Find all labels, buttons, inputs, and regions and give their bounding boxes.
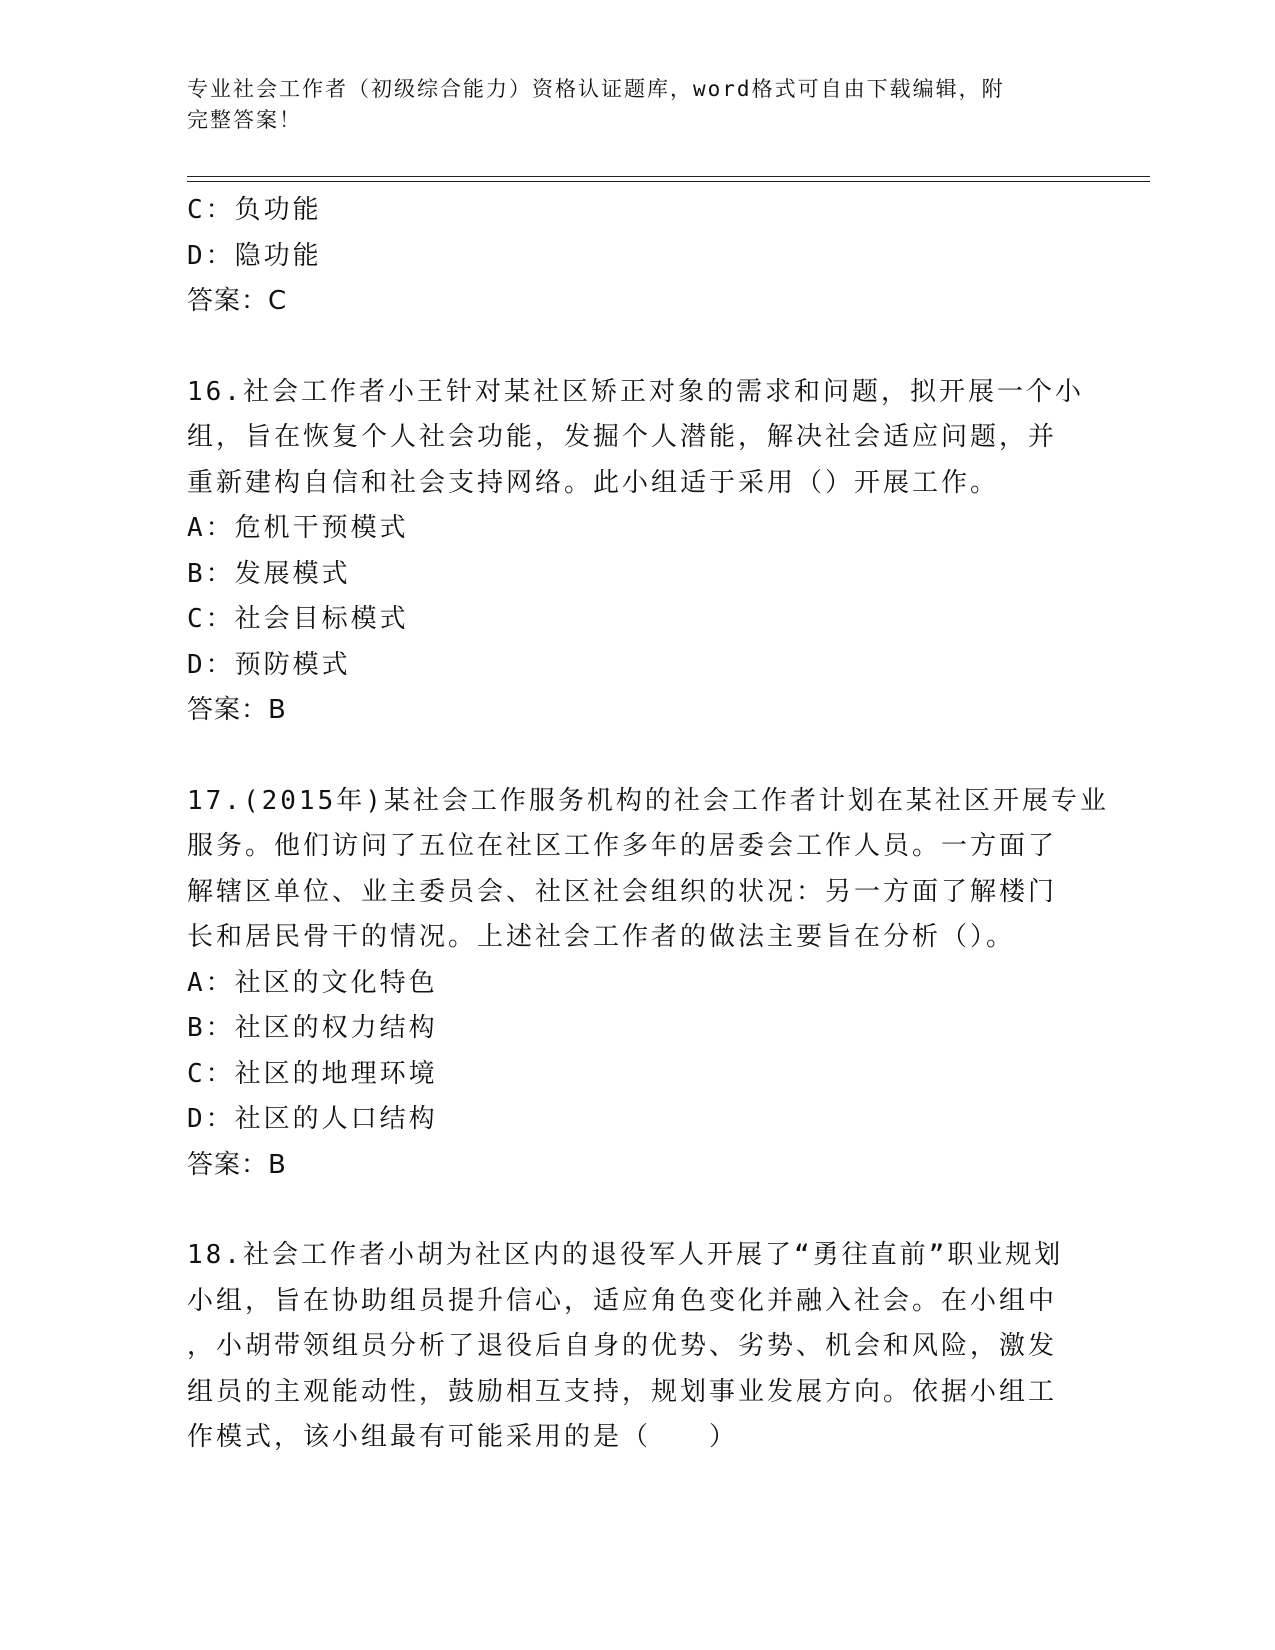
- option-a: A：社区的文化特色: [187, 967, 438, 998]
- answer-line: 答案：C: [187, 286, 288, 316]
- question-text-line: 组员的主观能动性，鼓励相互支持，规划事业发展方向。依据小组工: [187, 1376, 1058, 1407]
- question-text-line: 长和居民骨干的情况。上述社会工作者的做法主要旨在分析（）。: [187, 922, 1016, 952]
- question-text-line: 16.社会工作者小王针对某社区矫正对象的需求和问题，拟开展一个小: [187, 376, 1084, 407]
- question-text-line: 解辖区单位、业主委员会、社区社会组织的状况：另一方面了解楼门: [187, 876, 1058, 907]
- option-d: D：社区的人口结构: [187, 1104, 438, 1134]
- question-text-line: 17.(2015年)某社会工作服务机构的社会工作者计划在某社区开展专业: [187, 785, 1109, 816]
- question-text-line: ，小胡带领组员分析了退役后自身的优势、劣势、机会和风险，激发: [187, 1331, 1058, 1361]
- question-18: [187, 1233, 1087, 1461]
- header-rule-top: [187, 176, 1150, 177]
- header-line-1: 专业社会工作者（初级综合能力）资格认证题库，word格式可自由下载编辑，附: [187, 77, 1005, 101]
- option-d: D：隐功能: [187, 240, 322, 271]
- question-text-line: 作模式，该小组最有可能采用的是（ ）: [187, 1422, 739, 1452]
- header-rule-bottom: [187, 181, 1150, 182]
- option-b: B：社区的权力结构: [187, 1013, 438, 1043]
- option-c: C：负功能: [187, 195, 322, 225]
- option-c: C：社区的地理环境: [187, 1058, 438, 1089]
- question-16: [187, 370, 1087, 734]
- question-text-line: 小组，旨在协助组员提升信心，适应角色变化并融入社会。在小组中: [187, 1285, 1058, 1316]
- question-text-line: 18.社会工作者小胡为社区内的退役军人开展了“勇往直前”职业规划: [187, 1240, 1064, 1270]
- question-text-line: 组，旨在恢复个人社会功能，发掘个人潜能，解决社会适应问题，并: [187, 422, 1058, 452]
- question-text-line: 服务。他们访问了五位在社区工作多年的居委会工作人员。一方面了: [187, 831, 1058, 861]
- page-header: [187, 74, 1087, 136]
- question-17: [187, 779, 1109, 1189]
- prev-question-block: [187, 188, 1087, 325]
- question-content: [187, 188, 1109, 1461]
- answer-line: 答案：B: [187, 695, 287, 725]
- header-line-2: 完整答案！: [187, 108, 302, 132]
- option-a: A：危机干预模式: [187, 513, 409, 543]
- answer-line: 答案：B: [187, 1149, 287, 1180]
- option-c: C：社会目标模式: [187, 604, 409, 634]
- option-b: B：发展模式: [187, 558, 351, 589]
- option-d: D：预防模式: [187, 649, 351, 680]
- question-text-line: 重新建构自信和社会支持网络。此小组适于采用（）开展工作。: [187, 467, 1000, 498]
